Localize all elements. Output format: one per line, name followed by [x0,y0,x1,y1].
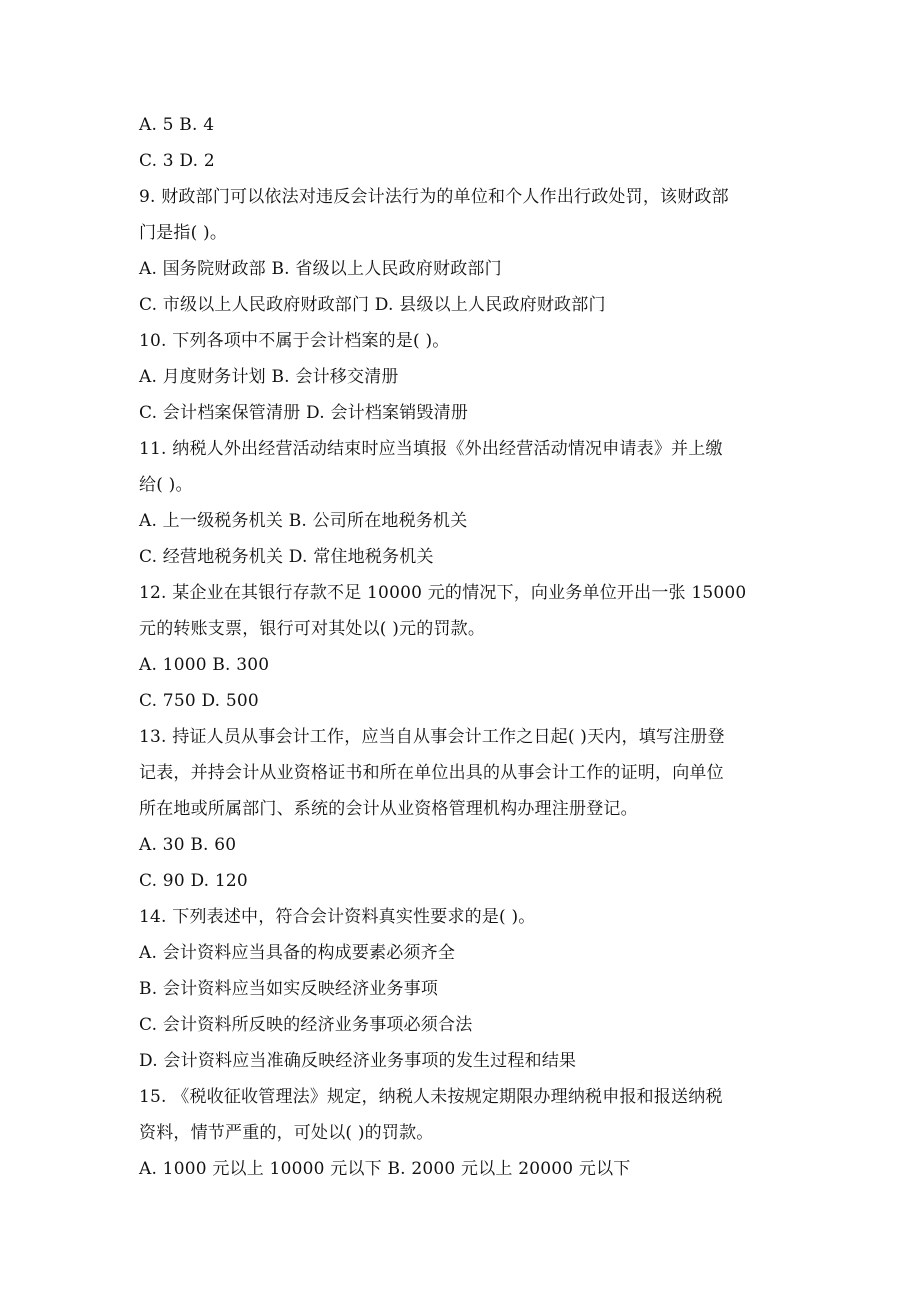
text-line: C. 750 D. 500 [139,691,259,711]
text-line: A. 30 B. 60 [139,835,237,855]
text-line: 给( )。 [139,475,193,495]
text-line: C. 会计资料所反映的经济业务事项必须合法 [139,1015,473,1035]
text-line: 资料，情节严重的，可处以( )的罚款。 [139,1123,434,1143]
text-line: A. 会计资料应当具备的构成要素必须齐全 [139,943,456,963]
text-line: A. 月度财务计划 B. 会计移交清册 [139,367,399,387]
text-line: A. 上一级税务机关 B. 公司所在地税务机关 [139,511,468,531]
question-list [139,107,784,1187]
text-line: 记表，并持会计从业资格证书和所在单位出具的从事会计工作的证明，向单位 [139,763,724,783]
text-line: 元的转账支票，银行可对其处以( )元的罚款。 [139,619,486,639]
text-line: 14. 下列表述中，符合会计资料真实性要求的是( )。 [139,907,536,927]
text-line: 门是指( )。 [139,223,228,243]
text-line: 15. 《税收征收管理法》规定，纳税人未按规定期限办理纳税申报和报送纳税 [139,1087,723,1107]
text-line: 10. 下列各项中不属于会计档案的是( )。 [139,331,450,351]
text-line: C. 90 D. 120 [139,871,248,891]
text-line: A. 国务院财政部 B. 省级以上人民政府财政部门 [139,259,502,279]
text-line: A. 1000 元以上 10000 元以下 B. 2000 元以上 20000 元以下 [139,1159,631,1179]
text-line: 11. 纳税人外出经营活动结束时应当填报《外出经营活动情况申请表》并上缴 [139,439,723,459]
text-line: C. 会计档案保管清册 D. 会计档案销毁清册 [139,403,469,423]
text-line: A. 5 B. 4 [139,115,215,135]
text-line: C. 市级以上人民政府财政部门 D. 县级以上人民政府财政部门 [139,295,606,315]
text-line: B. 会计资料应当如实反映经济业务事项 [139,979,439,999]
text-line: A. 1000 B. 300 [139,655,270,675]
text-line: C. 3 D. 2 [139,151,215,171]
text-line: D. 会计资料应当准确反映经济业务事项的发生过程和结果 [139,1051,577,1071]
text-line: C. 经营地税务机关 D. 常住地税务机关 [139,547,434,567]
text-line: 所在地或所属部门、系统的会计从业资格管理机构办理注册登记。 [139,799,638,819]
text-line: 12. 某企业在其银行存款不足 10000 元的情况下，向业务单位开出一张 15000 [139,583,747,603]
text-line: 9. 财政部门可以依法对违反会计法行为的单位和个人作出行政处罚，该财政部 [139,187,729,207]
text-line: 13. 持证人员从事会计工作，应当自从事会计工作之日起( )天内，填写注册登 [139,727,725,747]
